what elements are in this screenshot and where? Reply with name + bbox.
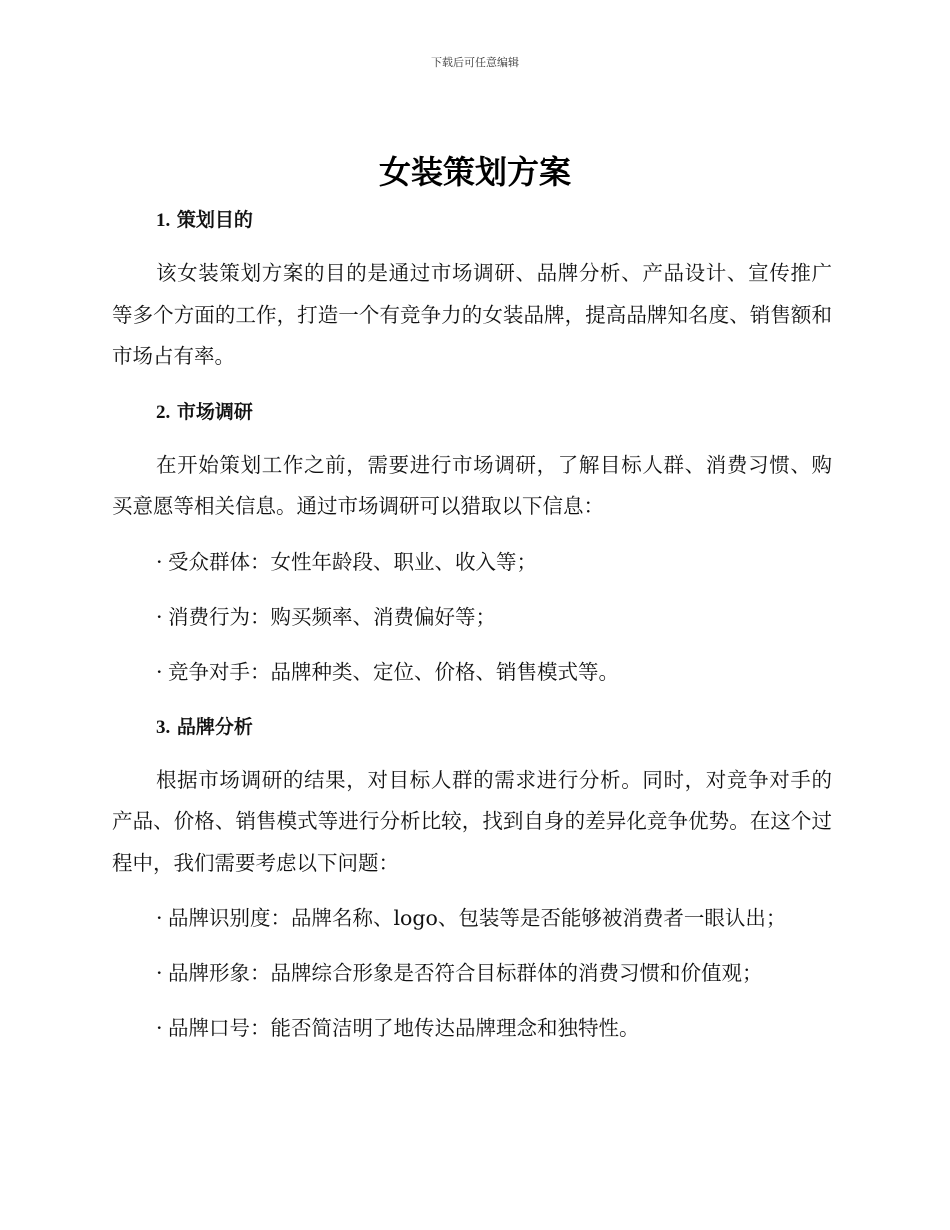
bullet-item — [112, 953, 832, 995]
section-number: 3. — [156, 716, 171, 738]
section-heading-text: 品牌分析 — [176, 715, 253, 738]
bullet-item — [112, 652, 832, 694]
bullet-dot-icon: · — [156, 906, 163, 930]
bullet-text: 品牌口号：能否简洁明了地传达品牌理念和独特性。 — [168, 1016, 640, 1040]
section-number: 1. — [156, 210, 171, 231]
bullet-text: 受众群体：女性年龄段、职业、收入等； — [168, 549, 537, 574]
header-note: 下载后可任意编辑 — [431, 56, 519, 69]
section-heading-text: 市场调研 — [176, 400, 253, 423]
section-heading-3 — [112, 707, 832, 748]
bullet-item — [112, 597, 832, 639]
section-paragraph: 在开始策划工作之前，需要进行市场调研，了解目标人群、消费习惯、购买意愿等相关信息。通过市场调研可以猎取以下信息： — [112, 452, 832, 518]
bullet-dot-icon: · — [156, 961, 163, 985]
section-heading-text: 策划目的 — [176, 209, 253, 231]
bullet-item — [112, 898, 832, 940]
bullet-item — [112, 1008, 832, 1050]
bullet-text: 竞争对手：品牌种类、定位、价格、销售模式等。 — [168, 659, 619, 684]
document-body — [112, 200, 832, 1063]
section-number: 2. — [156, 401, 171, 423]
bullet-dot-icon: · — [156, 549, 163, 574]
document-title: 女装策划方案 — [378, 153, 571, 191]
section-paragraph: 该女装策划方案的目的是通过市场调研、品牌分析、产品设计、宣传推广等多个方面的工作，打造一个有竞争力的女装品牌，提高品牌知名度、销售额和市场占有率。 — [112, 261, 832, 368]
bullet-text: 消费行为：购买频率、消费偏好等； — [168, 604, 496, 629]
section-heading-1 — [112, 200, 832, 241]
bullet-dot-icon: · — [156, 1016, 163, 1040]
section-heading-2 — [112, 392, 832, 433]
bullet-item — [112, 542, 832, 584]
bullet-text: 品牌识别度：品牌名称、logo、包装等是否能够被消费者一眼认出； — [168, 906, 787, 930]
bullet-dot-icon: · — [156, 659, 163, 684]
bullet-text: 品牌形象：品牌综合形象是否符合目标群体的消费习惯和价值观； — [168, 961, 763, 985]
bullet-dot-icon: · — [156, 604, 163, 629]
section-paragraph: 根据市场调研的结果，对目标人群的需求进行分析。同时，对竞争对手的产品、价格、销售模式等进行分析比较，找到自身的差异化竞争优势。在这个过程中，我们需要考虑以下问题： — [112, 767, 832, 875]
